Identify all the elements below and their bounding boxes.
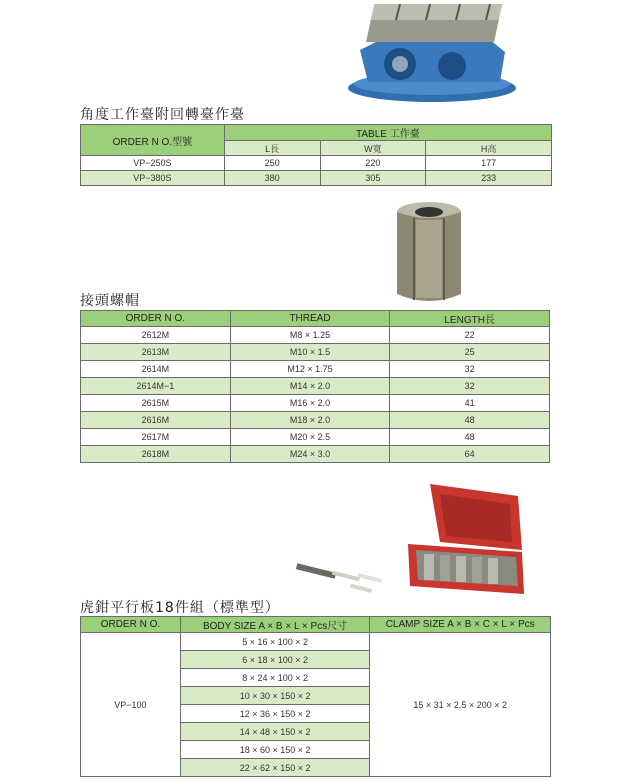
table-row [81, 361, 550, 378]
cell-order: 2616M [81, 412, 231, 429]
cell-length: 48 [390, 412, 550, 429]
cell-order: 2615M [81, 395, 231, 412]
table-row [81, 344, 550, 361]
table-row [81, 395, 550, 412]
table-row [81, 156, 552, 171]
cell-length: 22 [390, 327, 550, 344]
cell-body-size: 18 × 60 × 150 × 2 [180, 741, 370, 759]
header-h: H高 [426, 141, 552, 156]
header-l: L長 [224, 141, 320, 156]
header-clamp-size: CLAMP SIZE A × B × C × L × Pcs [370, 617, 551, 633]
cell-order: 2614M−1 [81, 378, 231, 395]
cell-body-size: 14 × 48 × 150 × 2 [180, 723, 370, 741]
cell-order: 2618M [81, 446, 231, 463]
section-title-parallel-set: 虎鉗平行板18件組（標準型） [80, 600, 280, 616]
header-table: TABLE 工作臺 [224, 125, 551, 141]
table-row [81, 378, 550, 395]
cell-body-size: 12 × 36 × 150 × 2 [180, 705, 370, 723]
table-row [81, 171, 552, 186]
cell-body-size: 6 × 18 × 100 × 2 [180, 651, 370, 669]
parallel-set-image [290, 480, 530, 602]
cell-w: 220 [320, 156, 426, 171]
cell-thread: M12 × 1.75 [230, 361, 390, 378]
cell-thread: M16 × 2.0 [230, 395, 390, 412]
section-title-tilting-table: 角度工作臺附回轉臺作臺 [80, 107, 245, 123]
tilting-rotary-table-image [340, 0, 520, 105]
cell-length: 64 [390, 446, 550, 463]
cell-clamp-size: 15 × 31 × 2.5 × 200 × 2 [370, 633, 551, 777]
table-row [81, 429, 550, 446]
coupling-nut-image [394, 200, 464, 306]
cell-body-size: 22 × 62 × 150 × 2 [180, 759, 370, 777]
cell-l: 250 [224, 156, 320, 171]
cell-l: 380 [224, 171, 320, 186]
cell-thread: M24 × 3.0 [230, 446, 390, 463]
header-order-no: ORDER N O. [81, 617, 181, 633]
header-body-size: BODY SIZE A × B × L × Pcs尺寸 [180, 617, 370, 633]
header-order-no: ORDER N O.型號 [81, 125, 225, 156]
table-row [81, 412, 550, 429]
cell-body-size: 5 × 16 × 100 × 2 [180, 633, 370, 651]
cell-length: 25 [390, 344, 550, 361]
cell-length: 41 [390, 395, 550, 412]
header-order-no: ORDER N O. [81, 311, 231, 327]
section-title-coupling-nut: 接頭螺帽 [80, 293, 140, 309]
cell-body-size: 10 × 30 × 150 × 2 [180, 687, 370, 705]
cell-thread: M10 × 1.5 [230, 344, 390, 361]
cell-order: 2617M [81, 429, 231, 446]
cell-thread: M8 × 1.25 [230, 327, 390, 344]
cell-body-size: 8 × 24 × 100 × 2 [180, 669, 370, 687]
cell-order: VP−250S [81, 156, 225, 171]
cell-order: 2614M [81, 361, 231, 378]
cell-h: 177 [426, 156, 552, 171]
cell-order: 2613M [81, 344, 231, 361]
cell-w: 305 [320, 171, 426, 186]
cell-order: VP−100 [81, 633, 181, 777]
header-thread: THREAD [230, 311, 390, 327]
cell-h: 233 [426, 171, 552, 186]
tilting-table-spec-table [80, 124, 552, 186]
cell-length: 32 [390, 361, 550, 378]
cell-length: 48 [390, 429, 550, 446]
coupling-nut-spec-table [80, 310, 550, 463]
cell-thread: M20 × 2.5 [230, 429, 390, 446]
cell-thread: M18 × 2.0 [230, 412, 390, 429]
parallel-set-spec-table [80, 616, 551, 777]
table-row [81, 446, 550, 463]
header-length: LENGTH長 [390, 311, 550, 327]
cell-order: 2612M [81, 327, 231, 344]
table-row [81, 327, 550, 344]
cell-order: VP−380S [81, 171, 225, 186]
cell-length: 32 [390, 378, 550, 395]
header-w: W寬 [320, 141, 426, 156]
cell-thread: M14 × 2.0 [230, 378, 390, 395]
